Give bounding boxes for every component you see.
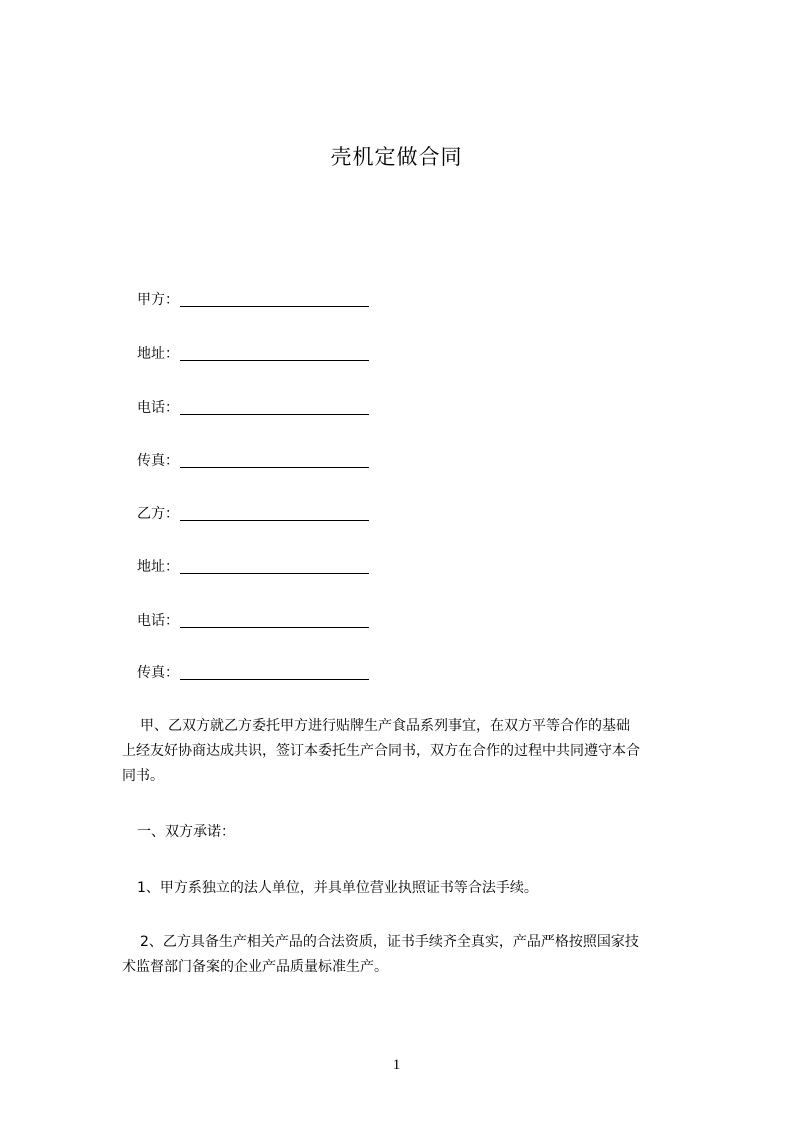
field-label: 甲方：	[137, 292, 179, 308]
field-fax-b	[137, 663, 369, 683]
blank-line	[180, 504, 369, 521]
field-party-b	[137, 504, 369, 524]
field-fax-a	[137, 451, 369, 471]
field-party-a	[137, 290, 369, 310]
blank-line	[180, 557, 369, 574]
blank-line	[180, 451, 369, 468]
blank-line	[180, 663, 369, 680]
clause-2-line: 术监督部门备案的企业产品质量标准生产。	[122, 959, 388, 975]
field-label: 电话：	[137, 400, 179, 416]
field-label: 地址：	[137, 346, 179, 362]
field-label: 电话：	[137, 613, 179, 629]
field-phone-b	[137, 611, 369, 631]
section-heading: 一、双方承诺：	[137, 824, 235, 840]
blank-line	[180, 344, 369, 361]
field-label: 传真：	[137, 665, 179, 681]
clause-1: 1、甲方系独立的法人单位，并具单位营业执照证书等合法手续。	[137, 880, 538, 896]
clause-2	[122, 930, 639, 980]
intro-line: 上经友好协商达成共识，签订本委托生产合同书，双方在合作的过程中共同遵守本合	[122, 743, 640, 759]
intro-line: 同书。	[122, 768, 164, 784]
intro-line: 甲、乙双方就乙方委托甲方进行贴牌生产食品系列事宜，在双方平等合作的基础	[140, 718, 630, 734]
intro-paragraph	[122, 714, 640, 789]
field-address-b	[137, 557, 369, 577]
field-label: 乙方：	[137, 506, 179, 522]
blank-line	[180, 398, 369, 415]
blank-line	[180, 290, 369, 307]
field-address-a	[137, 344, 369, 364]
page-number: 1	[392, 1057, 401, 1073]
document-title: 壳机定做合同	[330, 145, 463, 169]
blank-line	[180, 611, 369, 628]
field-label: 地址：	[137, 559, 179, 575]
clause-2-line: 2、乙方具备生产相关产品的合法资质，证书手续齐全真实，产品严格按照国家技	[140, 934, 639, 950]
field-label: 传真：	[137, 453, 179, 469]
field-phone-a	[137, 398, 369, 418]
